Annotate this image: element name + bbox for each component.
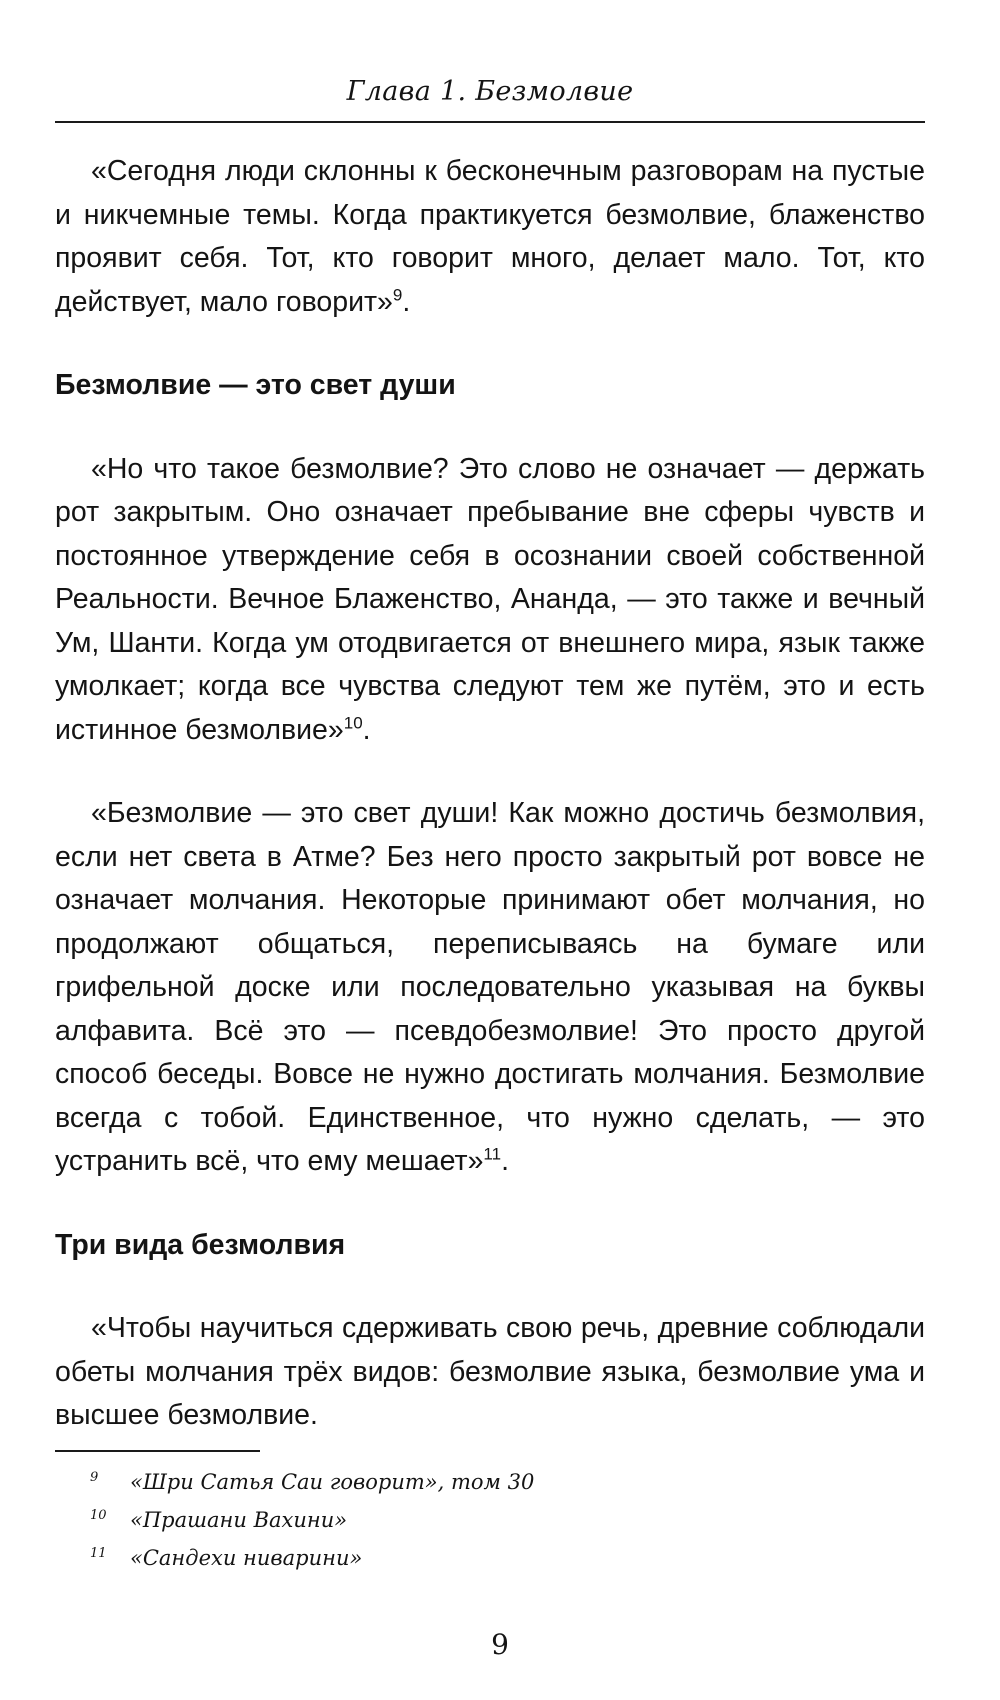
footnotes <box>90 1465 890 1579</box>
footnote <box>90 1465 890 1503</box>
footnote-ref: 11 <box>483 1144 502 1164</box>
section-heading: Три вида безмолвия <box>55 1228 346 1261</box>
footnote-number: 10 <box>90 1508 107 1523</box>
footnote-ref: 9 <box>392 285 403 304</box>
running-head: Глава 1. Безмолвие <box>346 76 634 107</box>
footnote-rule <box>55 1450 260 1452</box>
footnote-text: «Сандехи ниварини» <box>130 1546 363 1570</box>
footnote-number: 11 <box>90 1546 107 1561</box>
footnote-text: «Прашани Вахини» <box>130 1508 348 1532</box>
paragraph-text: «Сегодня люди склонны к бесконечным разговорам на пустые и никчемные темы. Когда практикуется безмолвие, блаженство проявит себя. Тот, кто говорит много, делает мало. Тот, кто действует, мало говорит» <box>55 155 925 318</box>
paragraph-text: «Безмолвие — это свет души! Как можно достичь безмолвия, если нет света в Атме? Без него просто закрытый рот вовсе не означает молчания. Некоторые принимают обет молчания, но продолжают общаться, переписываясь на бумаге или грифельной доске или последовательно указывая на буквы алфавита. Всё это — псевдобезмолвие! Это просто другой способ беседы. Вовсе не нужно достигать молчания. Безмолвие всегда с тобой. Единственное, что нужно сделать, — это устранить всё, что ему мешает» <box>55 797 925 1177</box>
paragraph <box>55 448 925 753</box>
footnote-ref: 10 <box>343 713 363 732</box>
paragraph-tail: . <box>402 285 411 318</box>
section-heading: Безмолвие — это свет души <box>55 369 456 401</box>
page-number: 9 <box>491 1628 509 1661</box>
footnote-number: 9 <box>90 1470 99 1485</box>
paragraph-tail: . <box>501 1145 509 1177</box>
paragraph <box>55 150 925 324</box>
paragraph-tail: . <box>362 713 371 746</box>
paragraph-text: «Чтобы научиться сдерживать свою речь, древние соблюдали обеты молчания трёх видов: безмолвие языка, безмолвие ума и высшее безмолвие. <box>55 1312 925 1431</box>
footnote <box>90 1503 890 1541</box>
footnote <box>90 1541 890 1579</box>
paragraph <box>55 792 925 1184</box>
paragraph <box>55 1307 925 1438</box>
footnote-text: «Шри Сатья Саи говорит», том 30 <box>130 1470 535 1494</box>
body-text <box>55 150 925 1438</box>
paragraph-text: «Но что такое безмолвие? Это слово не означает — держать рот закрытым. Оно означает пребывание вне сферы чувств и постоянное утверждение себя в осознании своей собственной Реальности. Вечное Блаженство, Ананда, — это также и вечный Ум, Шанти. Когда ум отодвигается от внешнего мира, язык также умолкает; когда все чувства следуют тем же путём, это и есть истинное безмолвие» <box>55 452 925 746</box>
header-rule <box>55 121 925 123</box>
